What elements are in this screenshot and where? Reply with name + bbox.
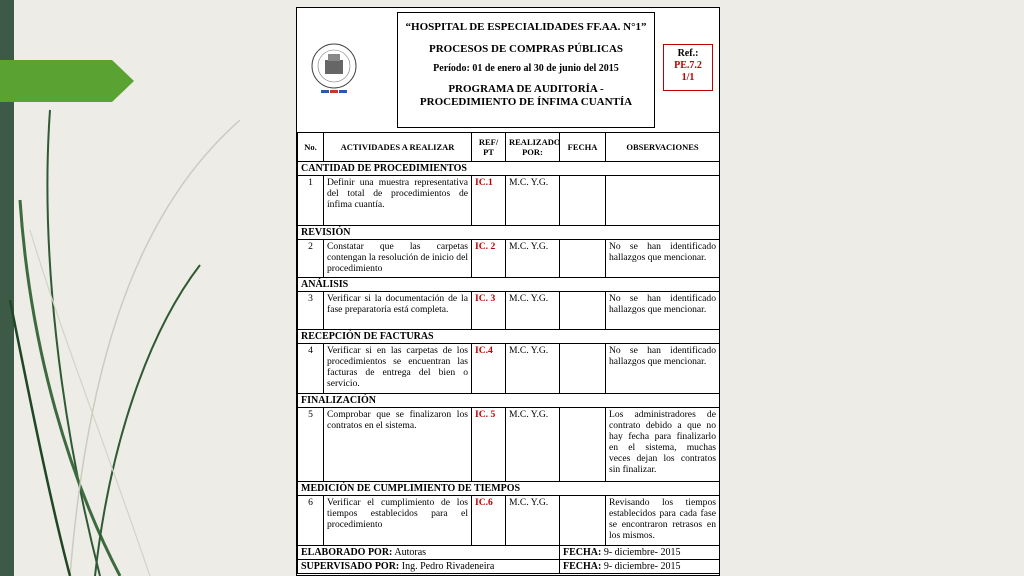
- row-no: 4: [298, 344, 324, 394]
- section-title: FINALIZACIÓN: [298, 394, 720, 408]
- reference-box: [663, 44, 713, 91]
- row-ref: IC.4: [472, 344, 506, 394]
- fecha1-cell: [560, 546, 720, 560]
- table-row: [298, 496, 720, 546]
- row-actividad: Verificar si en las carpetas de los procedimientos se encuentran las facturas de entrega del bien o servicio.: [324, 344, 472, 394]
- fecha2-cell: [560, 560, 720, 574]
- row-realizado: M.C. Y.G.: [506, 496, 560, 546]
- fecha2-value: 9- diciembre- 2015: [603, 561, 681, 572]
- process-title: PROCESOS DE COMPRAS PÚBLICAS: [428, 43, 624, 55]
- activities-table: [297, 132, 720, 574]
- row-realizado: M.C. Y.G.: [506, 240, 560, 278]
- row-no: 5: [298, 408, 324, 482]
- row-no: 1: [298, 176, 324, 226]
- row-ref: IC. 5: [472, 408, 506, 482]
- row-no: 2: [298, 240, 324, 278]
- row-obs: Los administradores de contrato debido a que no hay fecha para finalizarlo en el sistema, muchas veces dejan los contratos sin finalizar.: [606, 408, 720, 482]
- row-no: 3: [298, 292, 324, 330]
- row-actividad: Verificar si la documentación de la fase preparatoria está completa.: [324, 292, 472, 330]
- row-realizado: M.C. Y.G.: [506, 292, 560, 330]
- section-title: ANÁLISIS: [298, 278, 720, 292]
- row-obs: [606, 176, 720, 226]
- section-row: [298, 394, 720, 408]
- elaborado-cell: [298, 546, 560, 560]
- row-fecha: [560, 496, 606, 546]
- row-obs: No se han identificado hallazgos que mencionar.: [606, 344, 720, 394]
- row-actividad: Comprobar que se finalizaron los contratos en el sistema.: [324, 408, 472, 482]
- section-title: RECEPCIÓN DE FACTURAS: [298, 330, 720, 344]
- section-title: CANTIDAD DE PROCEDIMIENTOS: [298, 162, 720, 176]
- elaborado-value: Autoras: [394, 547, 427, 558]
- row-actividad: Verificar el cumplimiento de los tiempos establecidos para el procedimiento: [324, 496, 472, 546]
- row-realizado: M.C. Y.G.: [506, 408, 560, 482]
- supervisado-label: SUPERVISADO POR:: [301, 561, 400, 572]
- fecha1-value: 9- diciembre- 2015: [603, 547, 681, 558]
- supervisado-value: Ing. Pedro Rivadeneira: [401, 561, 495, 572]
- table-row: [298, 292, 720, 330]
- col-no: No.: [298, 133, 324, 162]
- row-fecha: [560, 176, 606, 226]
- row-obs: No se han identificado hallazgos que mencionar.: [606, 292, 720, 330]
- table-header-row: [298, 133, 720, 162]
- section-row: [298, 278, 720, 292]
- col-fecha: FECHA: [560, 133, 606, 162]
- row-realizado: M.C. Y.G.: [506, 344, 560, 394]
- row-obs: No se han identificado hallazgos que mencionar.: [606, 240, 720, 278]
- section-row: [298, 482, 720, 496]
- fecha1-label: FECHA:: [563, 547, 602, 558]
- table-row: [298, 240, 720, 278]
- table-row: [298, 176, 720, 226]
- elaborado-label: ELABORADO POR:: [301, 547, 393, 558]
- col-ref-pt: REF/ PT: [472, 133, 506, 162]
- audit-program-document: [296, 7, 720, 576]
- period: Período: 01 de enero al 30 de junio del 2015: [433, 63, 619, 74]
- row-fecha: [560, 292, 606, 330]
- footer-row-elaborado: [298, 546, 720, 560]
- row-ref: IC.1: [472, 176, 506, 226]
- program-title-line1: PROGRAMA DE AUDITORÍA -: [448, 83, 604, 95]
- row-fecha: [560, 240, 606, 278]
- ref-page: 1/1: [681, 72, 695, 83]
- row-actividad: Definir una muestra representativa del total de procedimientos de ínfima cuantía.: [324, 176, 472, 226]
- col-actividades: ACTIVIDADES A REALIZAR: [324, 133, 472, 162]
- ref-label: Ref.:: [677, 48, 699, 59]
- section-title: MEDICIÓN DE CUMPLIMIENTO DE TIEMPOS: [298, 482, 720, 496]
- footer-row-supervisado: [298, 560, 720, 574]
- document-header: [397, 12, 655, 128]
- row-actividad: Constatar que las carpetas contengan la resolución de inicio del procedimiento: [324, 240, 472, 278]
- program-title: [398, 83, 654, 109]
- program-title-line2: PROCEDIMIENTO DE ÍNFIMA CUANTÍA: [419, 96, 633, 108]
- supervisado-cell: [298, 560, 560, 574]
- fecha2-label: FECHA:: [563, 561, 602, 572]
- decorative-vines: [0, 0, 300, 576]
- hospital-name: “HOSPITAL DE ESPECIALIDADES FF.AA. N°1”: [405, 21, 647, 33]
- row-ref: IC.6: [472, 496, 506, 546]
- row-ref: IC. 3: [472, 292, 506, 330]
- section-title: REVISIÓN: [298, 226, 720, 240]
- section-row: [298, 162, 720, 176]
- section-row: [298, 226, 720, 240]
- row-ref: IC. 2: [472, 240, 506, 278]
- row-fecha: [560, 344, 606, 394]
- col-realizado: REALIZADO POR:: [506, 133, 560, 162]
- col-observaciones: OBSERVACIONES: [606, 133, 720, 162]
- ref-code: PE.7.2: [674, 60, 702, 71]
- row-fecha: [560, 408, 606, 482]
- section-row: [298, 330, 720, 344]
- table-row: [298, 408, 720, 482]
- table-row: [298, 344, 720, 394]
- row-realizado: M.C. Y.G.: [506, 176, 560, 226]
- row-obs: Revisando los tiempos establecidos para cada fase se encontraron retrasos en los mismos.: [606, 496, 720, 546]
- hospital-seal-icon: [303, 40, 365, 98]
- row-no: 6: [298, 496, 324, 546]
